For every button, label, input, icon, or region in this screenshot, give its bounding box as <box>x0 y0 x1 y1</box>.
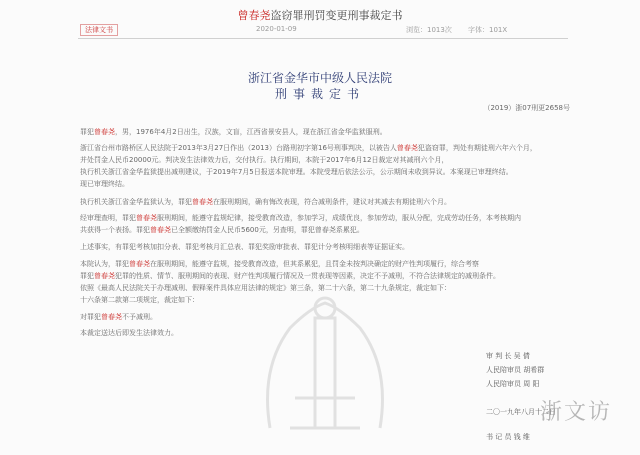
header-divider <box>78 38 568 39</box>
font-size-control[interactable]: 字体：101X <box>468 26 508 34</box>
signature-date: 二〇一九年八月十二日 <box>486 408 556 416</box>
site-watermark: 浙文访 <box>540 400 613 425</box>
paragraph-line: 上述事实，有罪犯考核加扣分表、罪犯考核月汇总表、罪犯奖励审批表、罪犯计分考核明细表等证据证实。 <box>80 243 409 251</box>
paragraph-line: 本院认为，罪犯曾春尧在服刑期间，能遵守监规，接受教育改造，但其系累犯，且罚金未按判决确定的财产性判项履行，综合考察 <box>80 260 479 268</box>
paragraph-line: 本裁定送达后即发生法律效力。 <box>80 329 178 337</box>
signature-juror-1: 人民陪审员 胡希群 <box>486 366 545 374</box>
document-title <box>0 7 640 23</box>
title-defendant-name: 曾春尧 <box>237 9 271 22</box>
meta-row <box>0 24 640 36</box>
paragraph-line: 现已审理终结。 <box>80 180 129 188</box>
paragraph-line: 执行机关浙江省金华监狱提出减刑建议，于2019年7月5日报送本院审理。本院受理后依法公示，公示期间未收到异议。本案现已审理终结。 <box>80 168 513 176</box>
signature-clerk: 书 记 员 钱 维 <box>486 433 530 441</box>
paragraph-line: 经审理查明，罪犯曾春尧服刑期间，能遵守监规纪律，接受教育改造，参加学习，成绩优良，参加劳动，服从分配，完成劳动任务，本考核期内 <box>80 214 521 222</box>
paragraph-line: 浙江省台州市路桥区人民法院于2013年3月27日作出（2013）台路刑初字第16号刑事判决，以被告人曾春尧犯盗窃罪，判处有期徒刑六年六个月， <box>80 144 537 152</box>
paragraph-line: 十六条第二款第二项规定，裁定如下： <box>80 296 199 304</box>
title-text: 盗窃罪刑罚变更刑事裁定书 <box>270 9 403 22</box>
paragraph-line: 共获得一个表扬。罪犯曾春尧已全额缴纳罚金人民币5600元，另查明，罪犯曾春尧系累犯。 <box>80 226 364 234</box>
paragraph-line: 执行机关浙江省金华监狱认为，罪犯曾春尧在服刑期间，确有悔改表现，符合减刑条件，建议对其减去有期徒刑六个月。 <box>80 198 451 206</box>
source-tag[interactable]: 法律文书 <box>80 24 118 36</box>
paragraph-line: 罪犯曾春尧犯罪的性质、情节、服刑期间的表现、财产性判项履行情况及一贯表现等因素，决定不予减刑，不符合法律规定的减刑条件。 <box>80 272 500 280</box>
paragraph-line: 并处罚金人民币20000元。判决发生法律效力后，交付执行。执行期间，本院于2017年6月12日裁定对其减刑六个月， <box>80 156 449 164</box>
document-kind: 刑事裁定书 <box>274 87 365 101</box>
court-name: 浙江省金华市中级人民法院 <box>247 71 392 85</box>
case-number: （2019）浙07刑更2658号 <box>483 104 570 112</box>
publish-date: 2020-01-09 <box>256 25 297 33</box>
paragraph-line: 依照《最高人民法院关于办理减刑、假释案件具体应用法律的规定》第三条，第二十六条，第二十九条规定，裁定如下： <box>80 284 451 292</box>
paragraph-line: 罪犯曾春尧，男，1976年4月2日出生，汉族，文盲，江西省景安县人，现在浙江省金华监狱服刑。 <box>80 128 387 136</box>
paragraph-line: 对罪犯曾春尧不予减刑。 <box>80 313 157 321</box>
view-count: 浏览：1013次 <box>406 26 452 34</box>
signature-juror-2: 人民陪审员 周 阳 <box>486 380 540 388</box>
signature-judge: 审 判 长 吴 倩 <box>486 352 530 360</box>
